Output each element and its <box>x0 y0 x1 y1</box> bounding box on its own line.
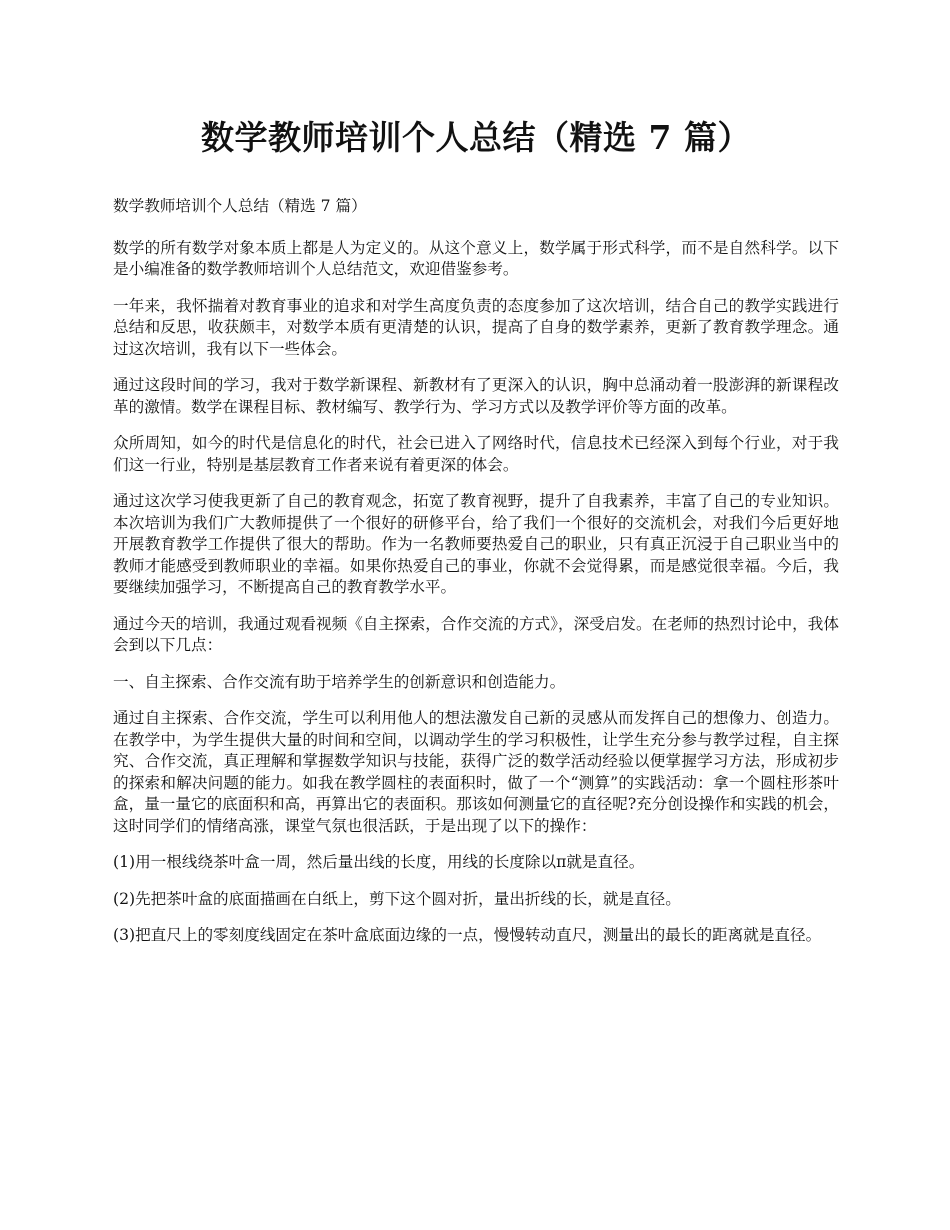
paragraph-intro: 数学的所有数学对象本质上都是人为定义的。从这个意义上，数学属于形式科学，而不是自然科学。以下是小编准备的数学教师培训个人总结范文，欢迎借鉴参考。 <box>113 238 839 278</box>
paragraph: 一年来，我怀揣着对教育事业的追求和对学生高度负责的态度参加了这次培训，结合自己的教学实践进行总结和反思，收获颇丰，对数学本质有更清楚的认识，提高了自身的数学素养，更新了教育教学理念。通过这次培训，我有以下一些体会。 <box>113 296 839 358</box>
paragraph: 通过这段时间的学习，我对于数学新课程、新教材有了更深入的认识，胸中总涌动着一股澎湃的新课程改革的激情。数学在课程目标、教材编写、教学行为、学习方式以及教学评价等方面的改革。 <box>113 376 839 416</box>
paragraph: 通过这次学习使我更新了自己的教育观念，拓宽了教育视野，提升了自我素养，丰富了自己的专业知识。本次培训为我们广大教师提供了一个很好的研修平台，给了我们一个很好的交流机会，对我们今后更好地开展教育教学工作提供了很大的帮助。作为一名教师要热爱自己的职业，只有真正沉浸于自己职业当中的教师才能感受到教师职业的幸福。如果你热爱自己的事业，你就不会觉得累，而是感觉很幸福。今后，我要继续加强学习，不断提高自己的教育教学水平。 <box>113 492 839 596</box>
document-page <box>113 112 839 962</box>
list-item: (2)先把茶叶盒的底面描画在白纸上，剪下这个圆对折，量出折线的长，就是直径。 <box>113 889 681 908</box>
document-title: 数学教师培训个人总结（精选 7 篇） <box>201 118 751 157</box>
paragraph: 通过今天的培训，我通过观看视频《自主探索，合作交流的方式》，深受启发。在老师的热烈讨论中，我体会到以下几点： <box>113 614 839 654</box>
paragraph: 众所周知，如今的时代是信息化的时代，社会已进入了网络时代，信息技术已经深入到每个行业，对于我们这一行业，特别是基层教育工作者来说有着更深的体会。 <box>113 434 839 474</box>
section-heading: 一、自主探索、合作交流有助于培养学生的创新意识和创造能力。 <box>113 672 566 691</box>
document-subtitle: 数学教师培训个人总结（精选 7 篇） <box>113 197 367 215</box>
list-item: (3)把直尺上的零刻度线固定在茶叶盒底面边缘的一点，慢慢转动直尺，测量出的最长的距离就是直径。 <box>113 926 822 944</box>
list-item: (1)用一根线绕茶叶盒一周，然后量出线的长度，用线的长度除以π就是直径。 <box>113 853 645 871</box>
paragraph: 通过自主探索、合作交流，学生可以利用他人的想法激发自己新的灵感从而发挥自己的想像力、创造力。在教学中，为学生提供大量的时间和空间，以调动学生的学习积极性，让学生充分参与教学过程，自主探究、合作交流，真正理解和掌握数学知识与技能，获得广泛的数学活动经验以便掌握学习方法，形成初步的探索和解决问题的能力。如我在教学圆柱的表面积时，做了一个“测算”的实践活动：拿一个圆柱形茶叶盒，量一量它的底面积和高，再算出它的表面积。那该如何测量它的直径呢?充分创设操作和实践的机会，这时同学们的情绪高涨，课堂气氛也很活跃，于是出现了以下的操作： <box>113 709 839 835</box>
